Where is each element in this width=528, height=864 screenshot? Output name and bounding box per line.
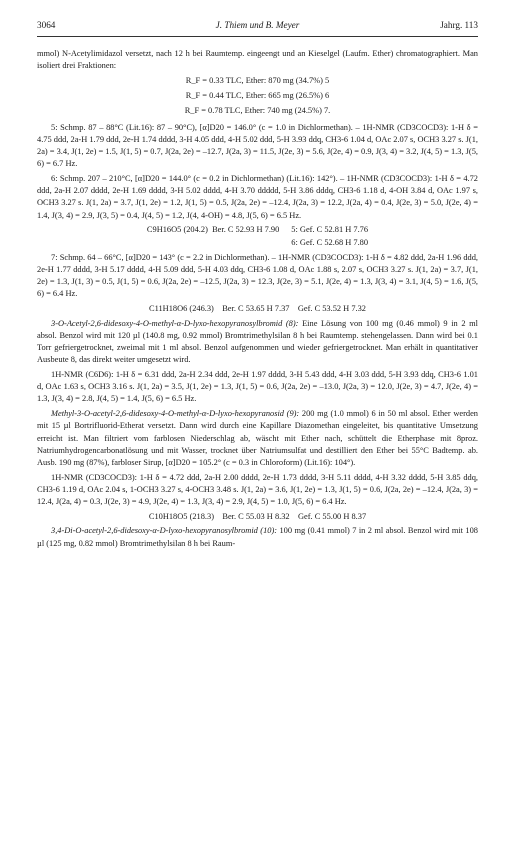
article-body [37,48,478,552]
analysis-found-6: 6: Gef. C 52.68 H 7.80 [291,237,369,247]
compound-7-data: 7: Schmp. 64 – 66°C, [α]D20 = 143° (c = 2.2 in Dichlormethan). – 1H-NMR (CD3COCD3): 1-H δ = 4.82 ddd, 2a-H 1.96 ddd, 2e-H 1.77 dddd, 3-H 5.17 dddd, 4-H 5.09 ddd, 5-H 4.03 ddq, CH3-6 1.08 d, OAc 1.88 s, 2.07 s, OCH3 3.27 s. J(1, 2a) = 3.7, J(1, 2e) = 1.3, J(1, 3) = 0.5, J(1, 5) = 0.6, J(2a, 2e) = –12.5, J(2a, 3) = 12.3, J(2e, 3) = 5.1, J(2e, 4) = 1.3, J(3, 4) = 3.1, J(4, 5) = 1.6, J(5, 6) = 6.4 Hz. [37,252,478,299]
header-rule [37,36,478,37]
running-header [37,20,478,34]
intro-paragraph: mmol) N-Acetylimidazol versetzt, nach 12 h bei Raumtemp. eingeengt und an Kieselgel (Laufm. Ether) chromatographiert. Man isoliert drei Fraktionen: [37,49,478,71]
fraction-line: R_F = 0.33 TLC, Ether: 870 mg (34.7%) 5 [185,75,330,85]
analysis-found-5: 5: Gef. C 52.81 H 7.76 [291,225,369,235]
fraction-line: R_F = 0.44 TLC, Ether: 665 mg (26.5%) 6 [185,91,330,100]
section-8 [37,318,478,367]
section-8-title: 3-O-Acetyl-2,6-didesoxy-4-O-methyl-α-D-lyxo-hexopyranosylbromid (8): [51,318,299,328]
elemental-analysis-5-6 [37,224,478,248]
analysis-formula: C9H16O5 (204.2) Ber. C 52.93 H 7.90 [146,225,280,235]
compound-5-data: 5: Schmp. 87 – 88°C (Lit.16): 87 – 90°C), [α]D20 = 146.0° (c = 1.0 in Dichlormethan). – 1H-NMR (CD3COCD3): 1-H δ = 4.75 ddd, 2a-H 1.79 ddd, 2e-H 1.74 dddd, 3-H 4.05 ddd, 4-H 5.02 ddd, 5-H 3.93 ddq, CH3-6 1.04 d, OAc 2.07 s, OCH3 3.27 s. J(1, 2a) = 3.4, J(1, 2e) = 1.5, J(1, 5) = 0.7, J(2a, 2e) = –12.7, J(2a, 3) = 11.5, J(2e, 3) = 5.6, J(2e, 4) = 0.9, J(3, 4) = 3.2, J(4, 5) = 1.3, J(5, 6) = 6.7 Hz. [37,122,478,169]
compound-6-data: 6: Schmp. 207 – 210°C, [α]D20 = 144.0° (c = 0.2 in Dichlormethan) (Lit.16): 142°). – 1H-NMR (CD3COCD3): 1-H δ = 4.72 ddd, 2a-H 2.07 dddd, 2e-H 1.69 dddd, 3-H 5.02 dddd, 4-H 3.70 ddddd, 5-H 3.86 dddq, CH3-6 1.18 d, 4-OH 3.84 d, OAc 1.97 s, OCH3 3.27 s. J(1, 2a) = 3.7, J(1, 2e) = 1.2, J(1, 5) = 0.5, J(2a, 2e) = –12.4, J(2a, 3) = 12.2, J(2a, 4) = 0.4, J(2e, 3) = 5.0, J(2e, 4) = 1.4, J(3, 4) = 2.9, J(3, 5) = 0.4, J(4, 5) = 1.2, J(4, 4-OH) = 4.8, J(5, 6) = 6.5 Hz. [37,174,478,220]
volume-label: Jahrg. 113 [440,20,478,30]
section-10 [37,525,478,549]
elemental-analysis-7: C11H18O6 (246.3) Ber. C 53.65 H 7.37 Gef. C 53.52 H 7.32 [149,304,366,314]
section-9-title: Methyl-3-O-acetyl-2,6-didesoxy-4-O-methyl-α-D-lyxo-hexopyranosid (9): [51,409,300,419]
section-9-text: 200 mg (1.0 mmol) 6 in 50 ml absol. Ether werden mit 15 µl Bortrifluorid-Etherat versetzt. Dann wird durch eine Kapillare Diazomethan eingeleitet, bis quantitative Umsetzung erreicht ist. Man filtriert vom farblosen Niederschlag ab, wäscht mit Ether nach, schüttelt die Etherphase mit 8proz. Natriumhydrogencarbonatlösung und mit Wasser, trocknet über Natriumsulfat und destilliert den Ether bei 55°C Badtemp. ab. Ausb. 190 mg (87%), farbloser Sirup, [α]D20 = 105.2° (c = 0.3 in Chloroform) (Lit.16): 104°). [37,409,478,467]
running-title: J. Thiem und B. Meyer [215,20,300,30]
fraction-line: R_F = 0.78 TLC, Ether: 740 mg (24.5%) 7. [184,106,331,116]
page-number: 3064 [37,20,56,30]
section-8-nmr: 1H-NMR (C6D6): 1-H δ = 6.31 ddd, 2a-H 2.34 ddd, 2e-H 1.97 dddd, 3-H 5.43 ddd, 4-H 3.03 ddd, 5-H 3.93 ddq, CH3-6 1.01 d, OAc 1.63 s, OCH3 3.16 s. J(1, 2a) = 3.5, J(1, 2e) = 1.3, J(1, 5) = 0.6, J(2a, 2e) = –13.0, J(2a, 3) = 12.0, J(2e, 3) = 4.7, J(2e, 4) = 1.3, J(3, 4) = 2.8, J(4, 5) = 1.4, J(5, 6) = 6.5 Hz. [37,370,478,404]
elemental-analysis-9: C10H18O5 (218.3) Ber. C 55.03 H 8.32 Gef. C 55.00 H 8.37 [148,511,367,521]
section-9-nmr: 1H-NMR (CD3COCD3): 1-H δ = 4.72 ddd, 2a-H 2.00 dddd, 2e-H 1.73 dddd, 3-H 5.11 dddd, 4-H 3.32 dddd, 5-H 3.85 ddq, CH3-6 1.19 d, OAc 2.04 s, 1-OCH3 3.27 s, 4-OCH3 3.48 s. J(1, 2a) = 3.6, J(1, 2e) = 1.3, J(1, 5) = 0.6, J(2a, 2e) = –12.4, J(2a, 3) = 12.4, J(2a, 4) = 0.3, J(2e, 3) = 4.9, J(2e, 4) = 1.3, J(3, 4) = 2.9, J(4, 5) = 1.0, J(5, 6) = 6.4 Hz. [37,472,478,507]
section-9 [37,408,478,469]
section-10-title: 3,4-Di-O-acetyl-2,6-didesoxy-α-D-lyxo-hexopyranosylbromid (10): [51,526,278,536]
section-8-text: Eine Lösung von 100 mg (0.46 mmol) 9 in 2 ml absol. Benzol wird mit 120 µl (140.8 mg, 0.92 mmol) Bromtrimethylsilan 8 h bei Raumtemp. stehengelassen. Dann wird bei 0.1 Torr gefriergetrocknet, zweimal mit 1 ml absol. Benzol aufgenommen und wieder gefriergetrocknet. Man erhält in quantitativer Ausbeute 8, das direkt weiter umgesetzt wird. [37,318,478,365]
section-10-text: 100 mg (0.41 mmol) 7 in 2 ml absol. Benzol wird mit 108 µl (125 mg, 0.82 mmol) Bromtrimethylsilan 8 h bei Raum- [37,526,478,548]
fraction-list [37,75,478,118]
